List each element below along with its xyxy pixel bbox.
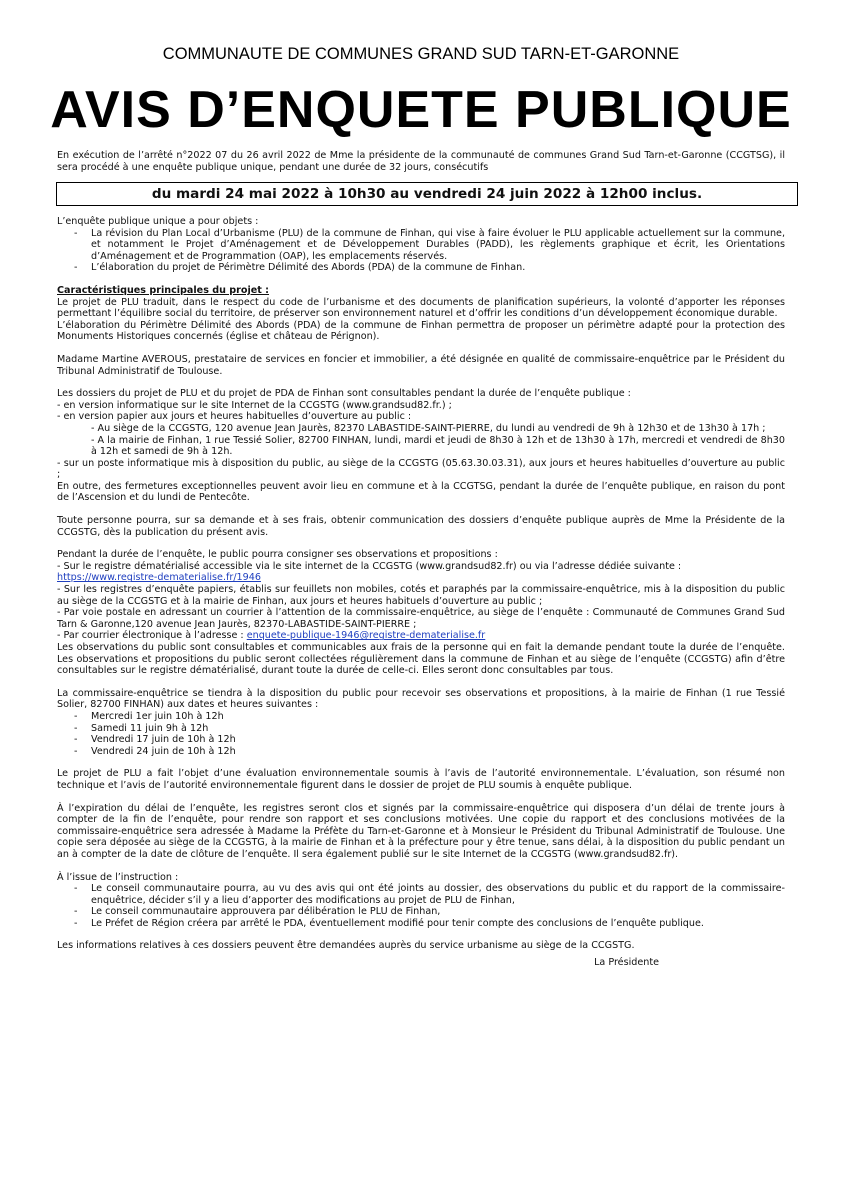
observations-online: - Sur le registre dématérialisé accessible via le site internet de la CCGSTG (www.grandsud82.fr) ou via l’adresse dédiée suivante : xyxy=(57,560,682,572)
final-paragraph: Les informations relatives à ces dossiers peuvent être demandées auprès du service urbanisme au siège de la CCGSTG. xyxy=(57,940,635,952)
list-item: - Samedi 11 juin 9h à 12h xyxy=(57,723,785,735)
notice-body xyxy=(57,216,785,969)
consultation-ccgstg: - Au siège de la CCGSTG, 120 avenue Jean Jaurès, 82370 LABASTIDE-SAINT-PIERRE, du lundi au vendredi de 9h à 12h30 et de 13h30 à 17h ; xyxy=(91,422,766,434)
list-item: - L’élaboration du projet de Périmètre Délimité des Abords (PDA) de la commune de Finhan. xyxy=(57,262,785,274)
email-prefix: - Par courrier électronique à l’adresse : xyxy=(57,630,244,642)
consultation-lead: Les dossiers du projet de PLU et du projet de PDA de Finhan sont consultables pendant la durée de l’enquête publique : xyxy=(57,388,631,400)
closing-paragraph: À l’expiration du délai de l’enquête, les registres seront clos et signés par la commissaire-enquêtrice qui disposera d’un délai de trente jours à compter de la fin de l’enquête, pour rendre son rapport et ses conclusions motivées. Une copie du rapport et des conclusions motivées de la commissaire-enquêtrice sera adressée à Madame la Préfète du Tarn-et-Garonne et à Monsieur le Président du Tribunal Administratif de Toulouse. Une copie sera déposée au siège de la CCGSTG, à la mairie de Finhan et à la préfecture pour y être tenue, sans délai, à la disposition du public pendant un an à compter de la date de clôture de l’enquête. Il sera également publié sur le site Internet de la CCGSTG (www.grandsud82.fr). xyxy=(57,802,785,860)
consultation-closures: En outre, des fermetures exceptionnelles peuvent avoir lieu en commune et à la CCGTSG, pendant la durée de l’enquête publique, en raison du pont de l’Ascension et du lundi de Pentecôte. xyxy=(57,480,785,504)
signature: La Présidente xyxy=(594,957,659,969)
characteristics-pda: L’élaboration du Périmètre Délimité des Abords (PDA) de la commune de Finhan permettra de proposer un périmètre adapté pour la protection des Monuments Historiques concernés (église et château de Pérignon). xyxy=(57,319,785,343)
permanences-lead: La commissaire-enquêtrice se tiendra à la disposition du public pour recevoir ses observations et propositions, à la mairie de Finhan (1 rue Tessié Solier, 82700 FINHAN) aux dates et heures suivantes : xyxy=(57,687,785,711)
permanences-list xyxy=(57,711,785,757)
characteristics-heading: Caractéristiques principales du projet : xyxy=(57,284,270,296)
organization-name: COMMUNAUTE DE COMMUNES GRAND SUD TARN-ET-GARONNE xyxy=(162,45,680,63)
intro-paragraph: En exécution de l’arrêté n°2022 07 du 26 avril 2022 de Mme la présidente de la communauté de communes Grand Sud Tarn-et-Garonne (CCGTSG), il sera procédé à une enquête publique unique, pendant une durée de 32 jours, consécutifs xyxy=(57,150,785,173)
instruction-lead: À l’issue de l’instruction : xyxy=(57,871,179,883)
evaluation-paragraph: Le projet de PLU a fait l’objet d’une évaluation environnementale soumis à l’avis de l’autorité environnementale. L’évaluation, son résumé non technique et l’avis de l’autorité environnementale figurent dans le dossier de projet de PLU soumis à enquête publique. xyxy=(57,768,785,791)
list-item: - La révision du Plan Local d’Urbanisme (PLU) de la commune de Finhan, qui vise à faire évoluer le PLU applicable actuellement sur la commune, et notamment le Projet d’Aménagement et de Développement Durables (PADD), les règlements graphique et écrit, les Orientations d’Aménagement et de Programmation (OAP), les emplacements réservés. xyxy=(57,228,785,263)
observations-availability: Les observations du public sont consultables et communicables aux frais de la personne qui en fait la demande pendant toute la durée de l’enquête. Les observations et propositions du public seront collectées régulièrement dans la commune de Finhan et au siège de l’enquête (CCGSTG) afin d’être consultables sur le registre dématérialisé, durant toute la durée de celle-ci. Elles seront donc consultables par tous. xyxy=(57,642,785,677)
list-item: - Vendredi 24 juin de 10h à 12h xyxy=(57,746,785,758)
consultation-terminal: - sur un poste informatique mis à disposition du public, au siège de la CCGSTG (05.63.30.03.31), aux jours et heures habituelles d’ouverture au public ; xyxy=(57,457,785,481)
characteristics-plu: Le projet de PLU traduit, dans le respect du code de l’urbanisme et des documents de planification supérieurs, la volonté d’apporter les réponses permettant l’équilibre social du territoire, de préserver son environnement naturel et d’offrir les conditions d’un développement économique durable. xyxy=(57,296,785,320)
registry-link[interactable]: https://www.registre-dematerialise.fr/1946 xyxy=(57,572,261,584)
list-item: - Vendredi 17 juin de 10h à 12h xyxy=(57,734,785,746)
objects-lead: L’enquête publique unique a pour objets : xyxy=(57,216,259,227)
list-item: - Le Préfet de Région créera par arrêté le PDA, éventuellement modifié pour tenir compte des conclusions de l’enquête publique. xyxy=(57,918,785,930)
list-item: - Mercredi 1er juin 10h à 12h xyxy=(57,711,785,723)
consultation-paper: - en version papier aux jours et heures habituelles d’ouverture au public : xyxy=(57,411,412,423)
communication-paragraph: Toute personne pourra, sur sa demande et à ses frais, obtenir communication des dossiers d’enquête publique auprès de Mme la Présidente de la CCGSTG, dès la publication du présent avis. xyxy=(57,515,785,538)
observations-postal: - Par voie postale en adressant un courrier à l’attention de la commissaire-enquêtrice, au siège de l’enquête : Communauté de Communes Grand Sud Tarn & Garonne,120 avenue Jean Jaurès, 82370-LABASTIDE-SAINT-PIERRE ; xyxy=(57,607,785,630)
list-item: - Le conseil communautaire approuvera par délibération le PLU de Finhan, xyxy=(57,906,785,918)
observations-email-line xyxy=(57,630,785,642)
observations-paper: - Sur les registres d’enquête papiers, établis sur feuillets non mobiles, cotés et paraphés par la commissaire-enquêtrice, mis à la disposition du public au siège de la CCGSTG et à la mairie de Finhan, aux jours et heures habituels d’ouverture au public ; xyxy=(57,584,785,607)
commissioner-paragraph: Madame Martine AVEROUS, prestataire de services en foncier et immobilier, a été désignée en qualité de commissaire-enquêtrice par le Président du Tribunal Administratif de Toulouse. xyxy=(57,353,785,377)
page-title: AVIS D’ENQUETE PUBLIQUE xyxy=(50,81,792,139)
list-item: - Le conseil communautaire pourra, au vu des avis qui ont été joints au dossier, des observations du public et du rapport de la commissaire-enquêtrice, décider s’il y a lieu d’apporter des modifications au projet de PLU de Finhan, xyxy=(57,883,785,906)
inquiry-dates-box: du mardi 24 mai 2022 à 10h30 au vendredi 24 juin 2022 à 12h00 inclus. xyxy=(56,182,798,206)
consultation-mairie: - A la mairie de Finhan, 1 rue Tessié Solier, 82700 FINHAN, lundi, mardi et jeudi de 8h30 à 12h et de 13h30 à 17h, mercredi et vendredi de 8h30 à 12h et samedi de 9h à 12h. xyxy=(91,434,785,458)
email-link[interactable]: enquete-publique-1946@registre-dematerialise.fr xyxy=(246,630,486,642)
instruction-list xyxy=(57,883,785,929)
consultation-online: - en version informatique sur le site Internet de la CCGSTG (www.grandsud82.fr.) ; xyxy=(57,399,452,411)
observations-lead: Pendant la durée de l’enquête, le public pourra consigner ses observations et propositions : xyxy=(57,549,498,561)
objects-list xyxy=(57,228,785,274)
